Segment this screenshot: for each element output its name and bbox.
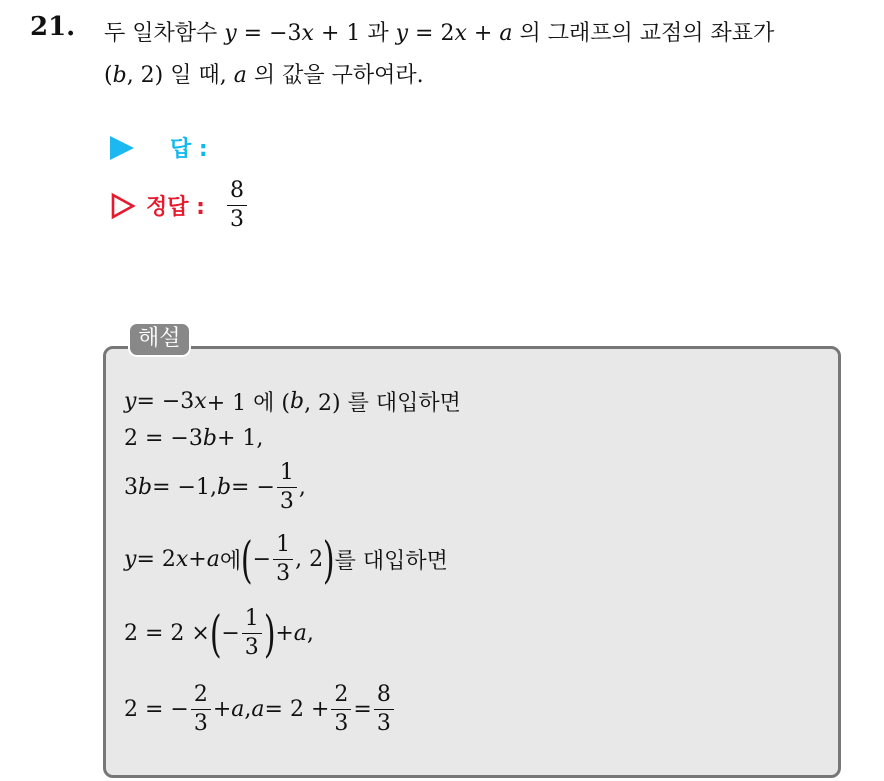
fraction: $\frac{8}{3}$ (227, 180, 247, 231)
explanation-line-1: y = −3 x + 1 에 ( b , 2) 를 대입하면 (124, 389, 461, 416)
fraction: $\frac{1}{3}$ (273, 534, 293, 585)
fraction: $\frac{2}{3}$ (331, 684, 351, 735)
problem-text-line2: (b, 2) 일 때, a 의 값을 구하여라. (104, 63, 424, 88)
explanation-tag: 해설 (128, 322, 191, 357)
explanation-line-2: 2 = −3 b + 1, (124, 426, 264, 451)
correct-answer-value (225, 180, 249, 231)
left-paren: ( (241, 530, 253, 589)
right-paren: ) (263, 604, 276, 663)
play-outline-icon (110, 192, 136, 220)
fraction: $\frac{2}{3}$ (191, 684, 211, 735)
fraction: $\frac{8}{3}$ (374, 684, 394, 735)
correct-answer-label: 정답 : (146, 195, 205, 220)
explanation-line-3: 3 b = −1, b = − $\frac{1}{3}$ , (124, 460, 306, 514)
explanation-line-4: y = 2 x + a 에 ( − $\frac{1}{3}$ , 2 ) 를 대입하면 (124, 530, 448, 589)
left-paren: ( (209, 604, 222, 663)
play-filled-icon (110, 136, 134, 160)
explanation-line-6: 2 = − $\frac{2}{3}$ + a , a = 2 + $\frac{2}{3}$ = $\frac{8}{3}$ (124, 684, 396, 735)
correct-answer-row (110, 180, 249, 231)
problem-number: 21. (30, 12, 76, 42)
fraction: $\frac{1}{3}$ (277, 462, 297, 513)
right-paren: ) (322, 530, 335, 589)
explanation-line-5: 2 = 2 × ( − $\frac{1}{3}$ ) + a , (124, 604, 314, 663)
answer-label: 답 : (170, 137, 208, 162)
problem-text-line1: 두 일차함수 y = −3x + 1 과 y = 2x + a 의 그래프의 교점의 좌표가 (104, 21, 775, 46)
answer-row (110, 132, 208, 163)
fraction: $\frac{1}{3}$ (242, 608, 262, 659)
